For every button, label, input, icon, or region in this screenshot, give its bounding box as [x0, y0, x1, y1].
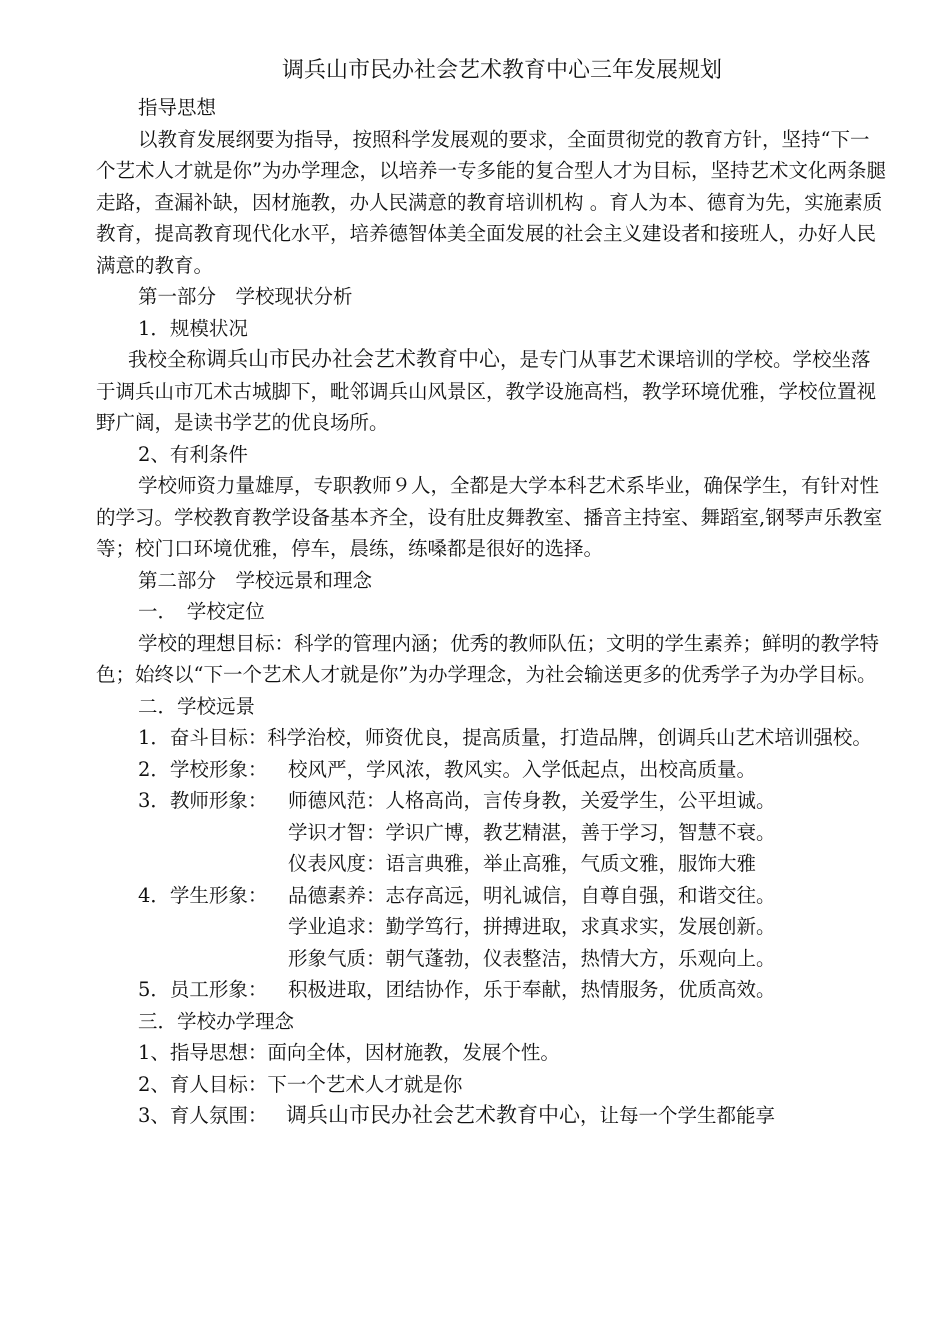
guiding-body: 以教育发展纲要为指导，按照科学发展观的要求，全面贯彻党的教育方针，坚持“下一个艺术人才就是你”为办学理念，以培养一专多能的复合型人才为目标，坚持艺术文化两条腿走路，查漏补缺，因材施教，办人民满意的教育培训机构 。育人为本、德育为先，实施素质教育，提高教育现代化水平，培养德智体美全面发展的社会主义建设者和接班人，办好人民满意的教育。	[96, 127, 886, 277]
school-image-row	[96, 754, 888, 786]
teacher-item: 仪表风度：语言典雅，举止高雅，气质文雅，服饰大雅	[288, 852, 757, 875]
positioning-heading: 一． 学校定位	[138, 600, 265, 623]
student-item: 形象气质：朝气蓬勃，仪表整洁，热情大方，乐观向上。	[288, 946, 776, 970]
staff-image-text: 积极进取，团结协作，乐于奉献，热情服务，优质高效。	[288, 978, 776, 1001]
part1-heading: 第一部分 学校现状分析	[138, 285, 353, 308]
vision-heading: 二．学校远景	[138, 694, 256, 718]
philosophy-heading: 三．学校办学理念	[138, 1009, 295, 1033]
guiding-heading: 指导思想	[138, 96, 217, 119]
student-item: 品德素养：志存高远，明礼诚信，自尊自强，和谐交往。	[288, 883, 776, 907]
philosophy-atmosphere	[96, 1100, 888, 1132]
part2-heading: 第二部分 学校远景和理念	[138, 568, 373, 592]
staff-image-label: 5．员工形象：	[138, 978, 268, 1001]
vision-goal: 1．奋斗目标：科学治校，师资优良，提高质量，打造品牌，创调兵山艺术培训强校。	[138, 726, 872, 749]
student-image-row	[96, 880, 888, 912]
atmosphere-label: 3、育人氛围：	[138, 1104, 268, 1127]
school-image-text: 校风严，学风浓，教风实。入学低起点，出校高质量。	[288, 757, 757, 781]
school-image-label: 2．学校形象：	[138, 757, 268, 781]
scale-post: ，是专门从事艺术课培训的学校。学校坐落于调兵山市兀术古城脚下，毗邻调兵山风景区，教学设施高档，教学环境优雅，学校位置视野广阔，是读书学艺的优良场所。	[96, 348, 877, 434]
scale-heading: 1．规模状况	[138, 316, 248, 340]
scale-pre: 我校全称	[128, 348, 207, 371]
philosophy-guiding: 1、指导思想：面向全体，因材施教，发展个性。	[138, 1041, 560, 1064]
teacher-item: 学识才智：学识广博，教艺精湛，善于学习，智慧不衰。	[288, 820, 776, 844]
school-name: 调兵山市民办社会艺术教育中心	[286, 1103, 581, 1127]
student-image-label: 4．学生形象：	[138, 883, 268, 907]
teacher-image-row	[96, 848, 888, 880]
document-title: 调兵山市民办社会艺术教育中心三年发展规划	[281, 58, 722, 83]
teacher-image-row	[96, 817, 888, 849]
student-item: 学业追求：勤学笃行，拼搏进取，求真求实，发展创新。	[288, 915, 776, 938]
conditions-body: 学校师资力量雄厚，专职教师９人，全都是大学本科艺术系毕业，确保学生，有针对性的学习。学校教育教学设备基本齐全，设有肚皮舞教室、播音主持室、舞蹈室,钢琴声乐教室等；校门口环境优雅，停车，晨练，练嗓都是很好的选择。	[96, 474, 883, 560]
teacher-image-label: 3．教师形象：	[138, 789, 268, 812]
staff-image-row	[96, 974, 888, 1006]
conditions-heading: 2、有利条件	[138, 442, 248, 466]
philosophy-goal: 2、育人目标：下一个艺术人才就是你	[138, 1072, 463, 1096]
scale-body	[96, 344, 888, 439]
student-image-row	[96, 943, 888, 975]
positioning-body: 学校的理想目标：科学的管理内涵；优秀的教师队伍；文明的学生素养；鲜明的教学特色；始终以“下一个艺术人才就是你”为办学理念，为社会输送更多的优秀学子为办学目标。	[96, 631, 880, 686]
student-image-row	[96, 911, 888, 943]
school-name: 调兵山市民办社会艺术教育中心	[206, 347, 501, 371]
teacher-image-row	[96, 785, 888, 817]
atmosphere-text: ，让每一个学生都能享	[580, 1104, 776, 1127]
teacher-item: 师德风范：人格高尚，言传身教，关爱学生，公平坦诚。	[288, 789, 776, 812]
